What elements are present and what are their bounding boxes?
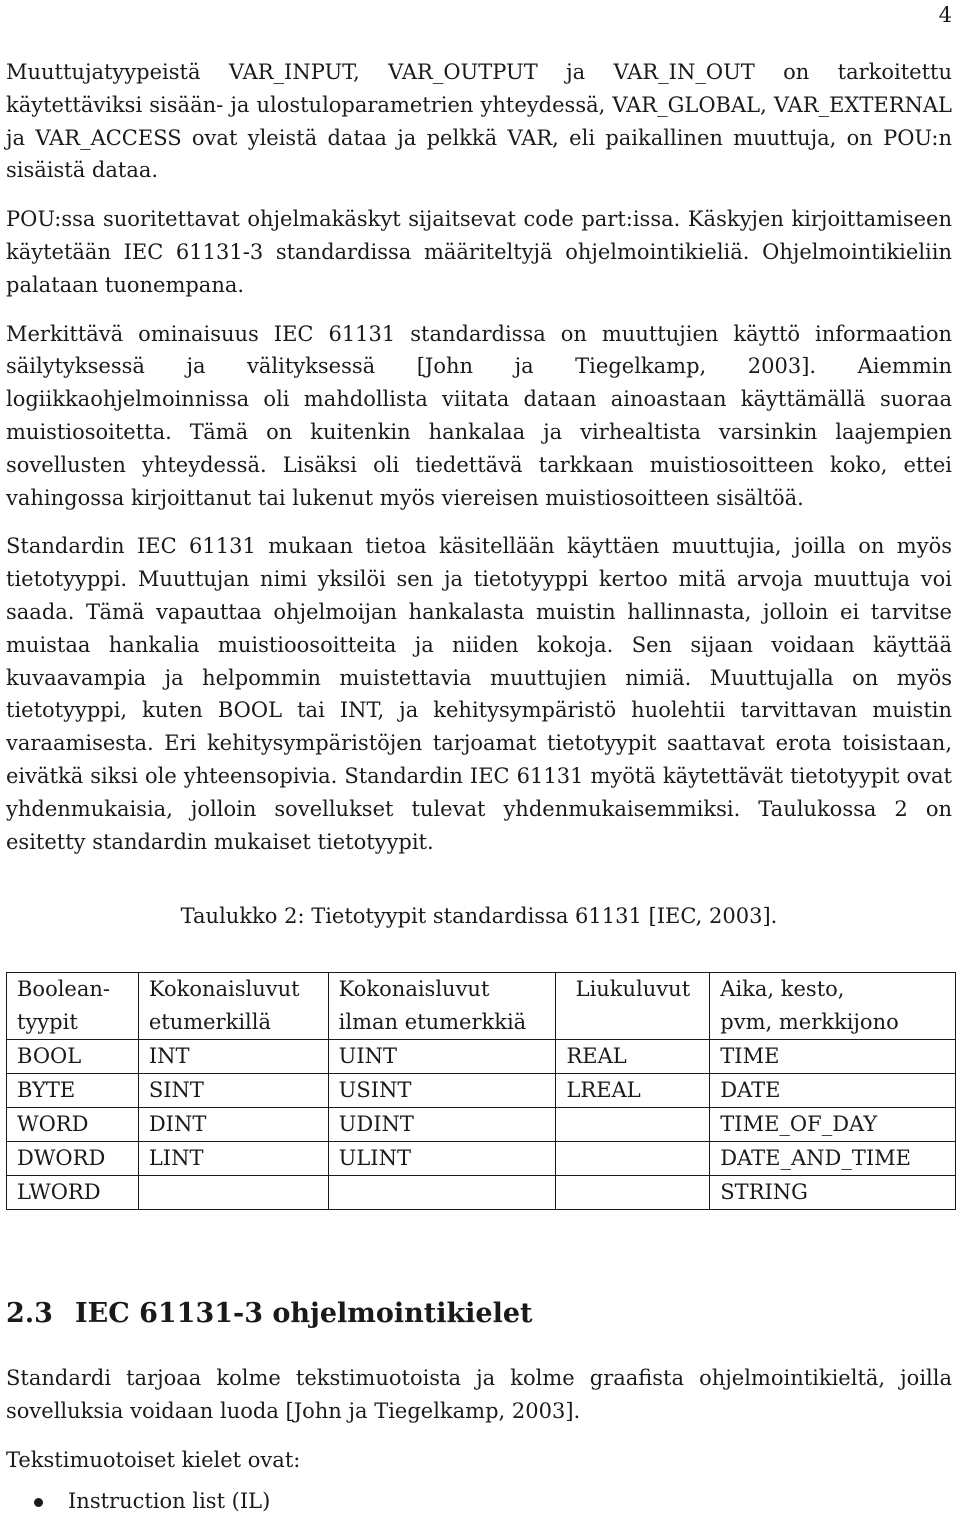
table-cell: STRING [710,1176,956,1210]
table-cell [556,1142,710,1176]
table-cell: ULINT [328,1142,556,1176]
table-header-row [7,973,956,1040]
table-cell: DINT [138,1108,328,1142]
table-cell: BYTE [7,1074,139,1108]
paragraph-data-types: Standardin IEC 61131 mukaan tietoa käsitellään käyttäen muuttujia, joilla on myös tietotyyppi. Muuttujan nimi yksilöi sen ja tietotyyppi kertoo mitä arvoja muuttuja voi saada. Tämä vapauttaa ohjelmoijan hankalasta muistin hallinnasta, jolloin ei tarvitse muistaa hankalia muistioosoitteita ja niiden kokoja. Sen sijaan voidaan käyttää kuvaavampia ja helpommin muistettavia muuttujien nimiä. Muuttujalla on myös tietotyyppi, kuten BOOL tai INT, ja kehitysympäristö huolehtii tarvittavan muistin varaamisesta. Eri kehitysympäristöjen tarjoamat tietotyypit saattavat erota toisistaan, eivätkä siksi ole yhteensopivia. Standardin IEC 61131 myötä käytettävät tietotyypit ovat yhdenmukaisia, jolloin sovellukset tulevat yhdenmukaisemmiksi. Taulukossa 2 on esitetty standardin mukaiset tietotyypit. [6,534,952,854]
header-signed-integers: Kokonaisluvut etumerkillä [138,973,328,1040]
table-row [7,1074,956,1108]
section-title: IEC 61131-3 ohjelmointikielet [74,1298,533,1330]
table-cell: WORD [7,1108,139,1142]
table-cell: DWORD [7,1142,139,1176]
table-cell: LREAL [556,1074,710,1108]
section-number: 2.3 [6,1298,53,1330]
language-list [6,1485,952,1517]
paragraph-variable-types: Muuttujatyypeistä VAR_INPUT, VAR_OUTPUT ja VAR_IN_OUT on tarkoitettu käytettäviksi sisään- ja ulostuloparametrien yhteydessä, VAR_GLOBAL, VAR_EXTERNAL ja VAR_ACCESS ovat yleistä dataa ja pelkkä VAR, eli paikallinen muuttuja, on POU:n sisäistä dataa. [6,60,952,183]
page-number: 4 [938,3,952,27]
table-cell: TIME_OF_DAY [710,1108,956,1142]
paragraph-variables-usage: Merkittävä ominaisuus IEC 61131 standardissa on muuttujien käyttö informaation säilytyksessä ja välityksessä [John ja Tiegelkamp, 2003]. Aiemmin logiikkaohjelmoinnissa oli mahdollista viitata dataan ainoastaan käyttämällä suoraa muistiosoitetta. Tämä on kuitenkin hankalaa ja virhealtista varsinkin laajempien sovellusten yhteydessä. Lisäksi oli tiedettävä tarkkaan muistiosoitteen koko, ettei vahingossa kirjoittanut tai lukenut myös viereisen muistiosoitteen sisältöä. [6,321,952,510]
paragraph-languages-intro: Standardi tarjoaa kolme tekstimuotoista ja kolme graafista ohjelmointikieltä, joilla sovelluksia voidaan luoda [John ja Tiegelkamp, 2003]. [6,1366,952,1424]
table-cell [556,1176,710,1210]
page-content [6,56,952,1517]
header-boolean: Boolean- tyypit [7,973,139,1040]
table-cell [328,1176,556,1210]
table-caption: Taulukko 2: Tietotyypit standardissa 61131 [IEC, 2003]. [180,904,778,929]
header-unsigned-integers: Kokonaisluvut ilman etumerkkiä [328,973,556,1040]
table-cell: LINT [138,1142,328,1176]
table-cell: REAL [556,1040,710,1074]
data-types-table [6,972,956,1210]
table-cell: TIME [710,1040,956,1074]
table-cell: UINT [328,1040,556,1074]
table-cell: INT [138,1040,328,1074]
table-row [7,1142,956,1176]
table-row [7,1040,956,1074]
table-cell: UDINT [328,1108,556,1142]
bullet-icon [34,1498,43,1507]
table-cell: LWORD [7,1176,139,1210]
paragraph-text-languages: Tekstimuotoiset kielet ovat: [6,1447,301,1472]
list-item [6,1485,952,1517]
table-cell [556,1108,710,1142]
table-cell [138,1176,328,1210]
table-cell: SINT [138,1074,328,1108]
table-cell: DATE_AND_TIME [710,1142,956,1176]
paragraph-code-part: POU:ssa suoritettavat ohjelmakäskyt sijaitsevat code part:issa. Käskyjen kirjoittamiseen käytetään IEC 61131-3 standardissa määriteltyjä ohjelmointikieliä. Ohjelmointikieliin palataan tuonempana. [6,207,952,297]
table-row [7,1108,956,1142]
table-cell: DATE [710,1074,956,1108]
table-row [7,1176,956,1210]
table-cell: USINT [328,1074,556,1108]
table-cell: BOOL [7,1040,139,1074]
section-heading [6,1298,952,1330]
header-floats: Liukuluvut [556,973,710,1040]
list-item-label: Instruction list (IL) [68,1488,271,1513]
header-time-string: Aika, kesto, pvm, merkkijono [710,973,956,1040]
